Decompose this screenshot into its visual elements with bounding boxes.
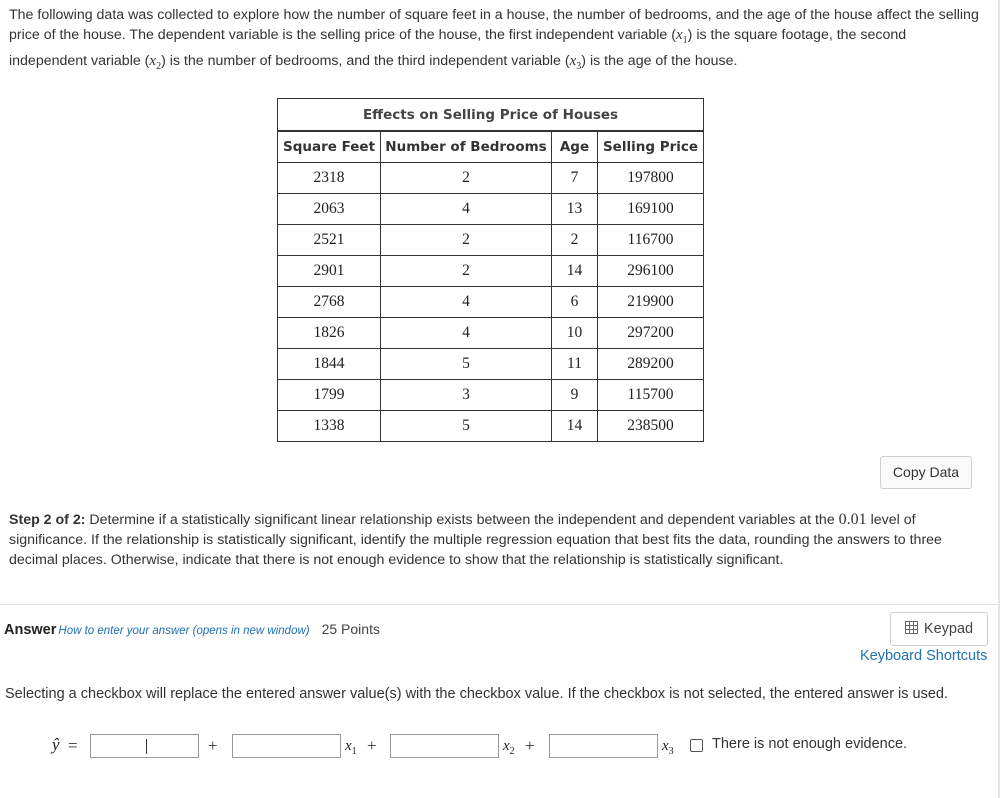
not-enough-evidence-checkbox[interactable] xyxy=(690,739,703,752)
x2-coefficient-input[interactable] xyxy=(390,734,499,758)
plus-sign-1: + xyxy=(208,736,218,755)
table-cell: 296100 xyxy=(598,256,704,287)
plus-sign-3: + xyxy=(525,736,535,755)
not-enough-evidence-label[interactable]: There is not enough evidence. xyxy=(712,736,908,752)
table-row xyxy=(278,194,704,225)
intro-text-2: ) is the square footage, the second independent variable ( xyxy=(9,27,907,69)
how-to-enter-link[interactable]: How to enter your answer (opens in new window) xyxy=(58,625,310,637)
header-square-feet: Square Feet xyxy=(278,131,381,163)
keypad-label: Keypad xyxy=(923,621,974,637)
x2-symbol: $x_2$ xyxy=(149,53,162,72)
x2-term: $x_2$ xyxy=(503,738,515,757)
table-cell: 2521 xyxy=(278,225,381,256)
table-cell: 4 xyxy=(381,318,552,349)
x3-coefficient-input[interactable] xyxy=(549,734,658,758)
table-row xyxy=(278,411,704,442)
points-value: 25 Points xyxy=(321,621,380,637)
header-age: Age xyxy=(552,131,598,163)
table-cell: 6 xyxy=(552,287,598,318)
intro-text-1: The following data was collected to explore how the number of square feet in a house, the number of bedrooms, and the age of the house affect the selling price of the house. The dependent variable is the selling price of the house, the first independent variable ( xyxy=(9,7,979,43)
table-cell: 5 xyxy=(381,349,552,380)
copy-data-button[interactable]: Copy Data xyxy=(880,456,972,489)
table-cell: 116700 xyxy=(598,225,704,256)
table-cell: 197800 xyxy=(598,163,704,194)
table-cell: 10 xyxy=(552,318,598,349)
header-bedrooms: Number of Bedrooms xyxy=(381,131,552,163)
table-cell: 14 xyxy=(552,411,598,442)
table-cell: 1826 xyxy=(278,318,381,349)
step-text-2: level of significance. If the relationship is statistically significant, identify the multiple regression equation that best fits the data, rounding the answers to three decimal places. Otherwise, indicate that there is not enough evidence to show that the relationship is statistically significant. xyxy=(9,512,942,568)
alpha-value: 0.01 xyxy=(838,511,867,528)
table-cell: 2063 xyxy=(278,194,381,225)
table-cell: 14 xyxy=(552,256,598,287)
table-cell: 238500 xyxy=(598,411,704,442)
table-cell: 1338 xyxy=(278,411,381,442)
keyboard-shortcuts-link[interactable]: Keyboard Shortcuts xyxy=(860,648,988,664)
x1-coefficient-input[interactable] xyxy=(232,734,341,758)
table-row xyxy=(278,380,704,411)
table-title: Effects on Selling Price of Houses xyxy=(278,99,704,132)
table-cell: 2318 xyxy=(278,163,381,194)
table-cell: 9 xyxy=(552,380,598,411)
table-cell: 5 xyxy=(381,411,552,442)
keypad-button[interactable] xyxy=(890,612,988,646)
intercept-input[interactable] xyxy=(90,734,199,758)
plus-sign-2: + xyxy=(367,736,377,755)
answer-label: Answer xyxy=(4,622,57,638)
table-row xyxy=(278,163,704,194)
table-cell: 4 xyxy=(381,287,552,318)
x1-term: $x_1$ xyxy=(345,738,357,757)
section-divider xyxy=(0,604,998,605)
y-hat-symbol: ŷ xyxy=(52,735,60,754)
table-cell: 4 xyxy=(381,194,552,225)
table-cell: 2 xyxy=(381,225,552,256)
table-cell: 2768 xyxy=(278,287,381,318)
table-cell: 13 xyxy=(552,194,598,225)
table-row xyxy=(278,349,704,380)
x3-symbol: $x_3$ xyxy=(569,53,582,72)
table-cell: 289200 xyxy=(598,349,704,380)
keypad-icon xyxy=(905,621,918,634)
table-cell: 3 xyxy=(381,380,552,411)
table-cell: 169100 xyxy=(598,194,704,225)
table-cell: 1844 xyxy=(278,349,381,380)
table-cell: 115700 xyxy=(598,380,704,411)
table-row xyxy=(278,318,704,349)
equals-sign: = xyxy=(68,736,78,755)
table-cell: 7 xyxy=(552,163,598,194)
table-cell: 2901 xyxy=(278,256,381,287)
header-selling-price: Selling Price xyxy=(598,131,704,163)
data-table xyxy=(277,98,704,442)
table-row xyxy=(278,256,704,287)
answer-header xyxy=(4,621,380,638)
intro-text-3: ) is the number of bedrooms, and the third independent variable ( xyxy=(161,53,570,69)
x1-symbol: $x_1$ xyxy=(675,27,688,46)
x3-term: $x_3$ xyxy=(662,738,674,757)
table-cell: 1799 xyxy=(278,380,381,411)
intro-text-4: ) is the age of the house. xyxy=(581,53,738,69)
table-cell: 2 xyxy=(552,225,598,256)
table-cell: 11 xyxy=(552,349,598,380)
step-instructions xyxy=(9,510,979,570)
checkbox-note: Selecting a checkbox will replace the entered answer value(s) with the checkbox value. If the checkbox is not selected, the entered answer is used. xyxy=(5,686,949,702)
table-cell: 2 xyxy=(381,163,552,194)
step-text-1: Determine if a statistically significant linear relationship exists between the independent and dependent variables at the xyxy=(85,512,839,528)
table-cell: 219900 xyxy=(598,287,704,318)
problem-intro xyxy=(9,5,984,77)
table-cell: 297200 xyxy=(598,318,704,349)
table-row xyxy=(278,287,704,318)
regression-equation xyxy=(0,732,1000,762)
step-label: Step 2 of 2: xyxy=(9,512,86,528)
table-row xyxy=(278,225,704,256)
text-caret xyxy=(146,739,147,754)
table-cell: 2 xyxy=(381,256,552,287)
